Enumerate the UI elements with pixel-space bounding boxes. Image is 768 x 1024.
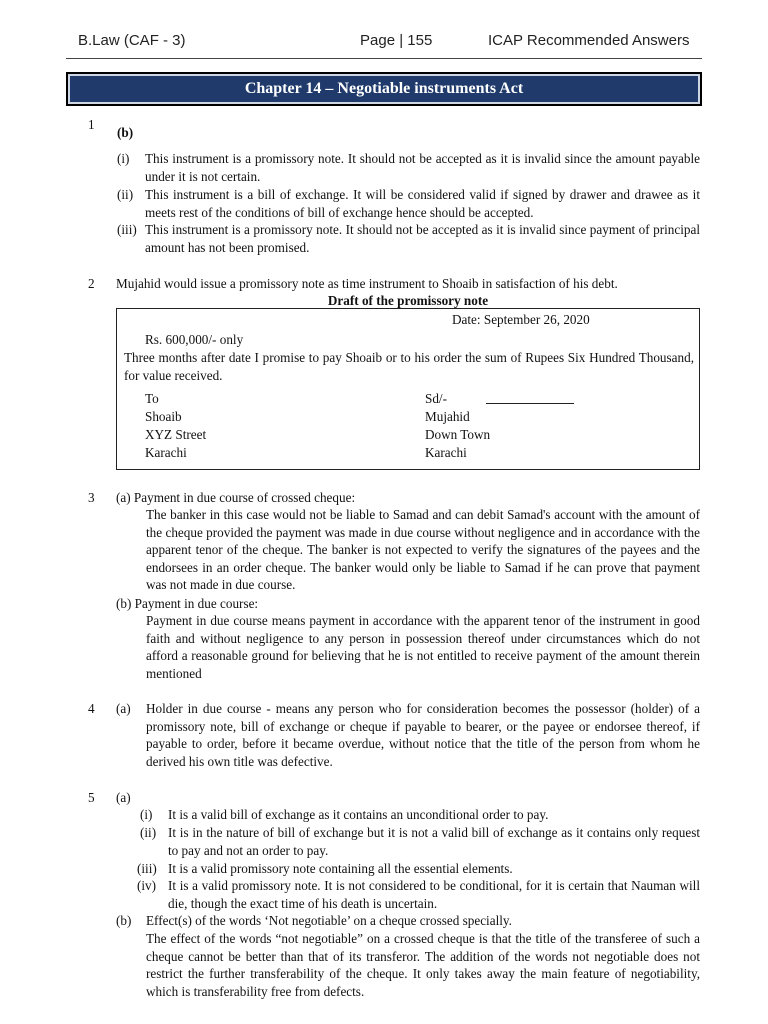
q5-b-heading: Effect(s) of the words ‘Not negotiable’ on a cheque crossed specially. — [146, 913, 512, 928]
note-to-line: Karachi — [145, 445, 187, 460]
note-from-line: Sd/- — [425, 391, 447, 406]
q1-item-text: This instrument is a bill of exchange. It will be considered valid if signed by drawer and drawee as it meets rest of the conditions of bill of exchange hence should be accepted. — [145, 187, 700, 220]
q1-item-label: (ii) — [117, 187, 134, 202]
q4-text: Holder in due course - means any person who for consideration becomes the possessor (holder) of a promissory note, bill of exchange or cheque if payable to bearer, or the payee or endorsee thereof, if payable to order, before it became overdue, without notice that the title of the person from whom he derived his own title was defective. — [146, 701, 700, 769]
q5-item-label: (iii) — [137, 861, 157, 876]
note-body: Three months after date I promise to pay Shoaib or to his order the sum of Rupees Six Hundred Thousand, for value received. — [124, 350, 694, 383]
q1-answer: (b) — [117, 125, 134, 140]
q2-intro: Mujahid would issue a promissory note as time instrument to Shoaib in satisfaction of his debt. — [116, 276, 618, 291]
note-date: Date: September 26, 2020 — [452, 312, 590, 327]
chapter-banner — [66, 72, 702, 106]
q4-label: (a) — [116, 701, 131, 716]
header-rule — [66, 58, 702, 59]
note-from-line: Karachi — [425, 445, 467, 460]
q5-item-text: It is a valid promissory note containing all the essential elements. — [168, 861, 513, 876]
note-from-line: Mujahid — [425, 409, 470, 424]
q1-item-label: (iii) — [117, 222, 137, 237]
q4-number: 4 — [88, 701, 95, 716]
note-to-line: Shoaib — [145, 409, 182, 424]
note-to-line: To — [145, 391, 159, 406]
q5-item-label: (iv) — [137, 878, 157, 893]
note-to-line: XYZ Street — [145, 427, 207, 442]
q1-item-label: (i) — [117, 151, 130, 166]
q3-number: 3 — [88, 490, 95, 505]
q5-item-label: (i) — [140, 807, 153, 822]
draft-title: Draft of the promissory note — [327, 293, 489, 308]
header-course: B.Law (CAF - 3) — [78, 32, 186, 49]
q5-number: 5 — [88, 790, 95, 805]
q3-a-heading: (a) Payment in due course of crossed cheque: — [116, 490, 356, 505]
note-amount: Rs. 600,000/- only — [145, 332, 244, 347]
q5-b-label: (b) — [116, 913, 132, 928]
q5-item-text: It is a valid promissory note. It is not considered to be conditional, for it is certain that Nauman will die, though the exact time of his death is uncertain. — [168, 878, 700, 911]
header-page-number: Page | 155 — [360, 32, 433, 49]
q1-number: 1 — [88, 117, 95, 132]
q5-item-label: (ii) — [140, 825, 157, 840]
q5-a-label: (a) — [116, 790, 131, 805]
chapter-title: Chapter 14 – Negotiable instruments Act — [244, 80, 524, 97]
note-from-line: Down Town — [425, 427, 491, 442]
q1-item-text: This instrument is a promissory note. It should not be accepted as it is invalid since payment of principal amount has not been promised. — [145, 222, 700, 255]
q5-b-text: The effect of the words “not negotiable” on a crossed cheque is that the title of the transferee of such a cheque cannot be better than that of its transferor. The addition of the words not negotiable does not restrict the further transferability of the cheque. It only takes away the main feature of negotiability, which is transferability free from defects. — [146, 931, 700, 999]
q2-number: 2 — [88, 276, 95, 291]
q3-b-text: Payment in due course means payment in accordance with the apparent tenor of the instrument in good faith and without negligence to any person in possession thereof under circumstances which do not afford a reasonable ground for believing that he is not entitled to receive payment of the amount therein mentioned — [146, 613, 700, 681]
q1-item-text: This instrument is a promissory note. It should not be accepted as it is invalid since the amount payable under it is not certain. — [145, 151, 700, 184]
q3-b-heading: (b) Payment in due course: — [116, 596, 259, 611]
q5-item-text: It is a valid bill of exchange as it contains an unconditional order to pay. — [168, 807, 549, 822]
q5-item-text: It is in the nature of bill of exchange but it is not a valid bill of exchange as it contains only request to pay and not an order to pay. — [168, 825, 700, 858]
signature-line — [486, 403, 574, 404]
q3-a-text: The banker in this case would not be liable to Samad and can debit Samad's account with the amount of the cheque provided the payment was made in due course without negligence and in accordance with the apparent tenor of the cheque. The banker is not expected to verify the signatures of the payees and the endorsees in an order cheque. The banker would only be liable to Samad if he can prove that payment was not made in due course. — [146, 507, 700, 593]
header-source: ICAP Recommended Answers — [488, 32, 690, 49]
